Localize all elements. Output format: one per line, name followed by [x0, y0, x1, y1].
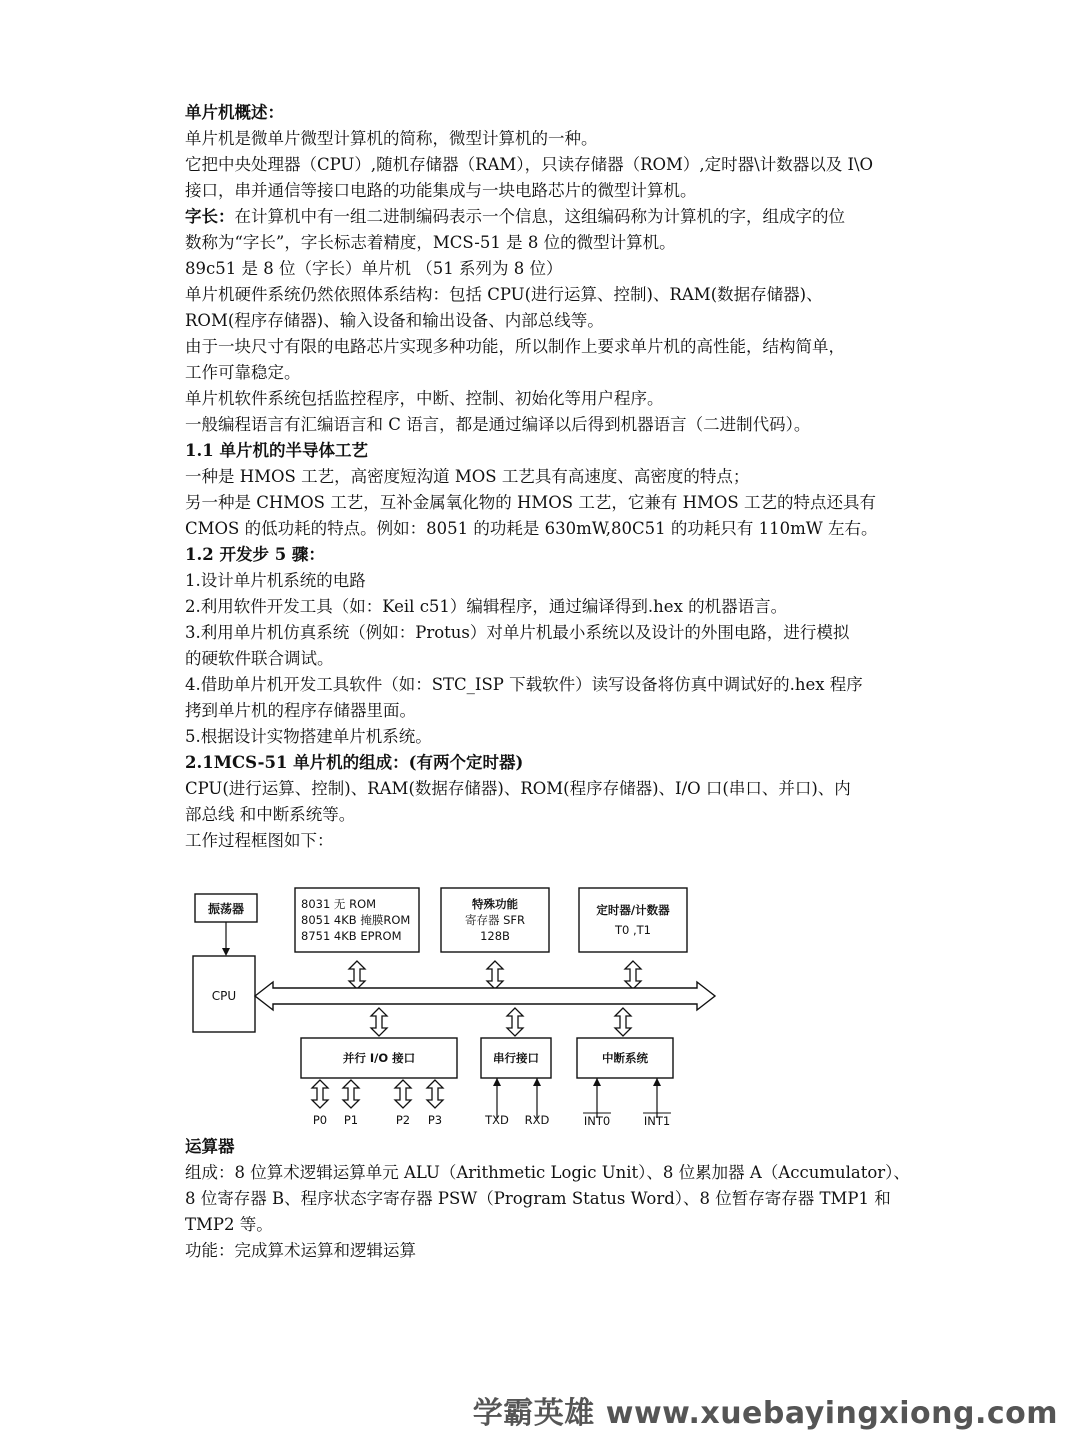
heading-semiconductor: 1.1 单片机的半导体工艺 [185, 441, 368, 460]
bus-arrow-icon [625, 961, 641, 989]
txd-label: TXD [485, 1113, 509, 1127]
interrupt-label: 中断系统 [602, 1051, 648, 1065]
text-line: CMOS 的低功耗的特点。例如：8051 的功耗是 630mW,80C51 的功耗只有 110mW 左右。 [185, 519, 878, 538]
up-arrow-icon [493, 1078, 501, 1118]
port-arrow-icon [343, 1080, 359, 1108]
text-line: 4.借助单片机开发工具软件（如：STC_ISP 下载软件）读写设备将仿真中调试好的.hex 程序 [185, 675, 863, 694]
rom-line-1: 8031 无 ROM [301, 897, 377, 911]
up-arrow-icon [653, 1078, 661, 1118]
text-line: 功能：完成算术运算和逻辑运算 [185, 1241, 416, 1260]
text-line: 2.利用软件开发工具（如：Keil c51）编辑程序，通过编译得到.hex 的机器语言。 [185, 597, 788, 616]
port-p3: P3 [427, 1113, 443, 1127]
system-bus-arrow [255, 982, 715, 1010]
port-p0: P0 [312, 1113, 328, 1127]
heading-overview: 单片机概述： [185, 103, 284, 122]
text-line: 单片机软件系统包括监控程序，中断、控制、初始化等用户程序。 [185, 389, 664, 408]
parallel-io-label: 并行 I/O 接口 [342, 1051, 416, 1065]
text-line: 它把中央处理器（CPU）,随机存储器（RAM），只读存储器（ROM）,定时器\计数器以及 I\O [185, 155, 874, 174]
text-line: 组成：8 位算术逻辑运算单元 ALU（Arithmetic Logic Unit）、8 位累加器 A（Accumulator）、 [185, 1163, 910, 1182]
port-p2: P2 [395, 1113, 411, 1127]
text-line: 1.设计单片机系统的电路 [185, 571, 366, 590]
serial-label: 串行接口 [493, 1051, 539, 1065]
text-line: 接口，串并通信等接口电路的功能集成与一块电路芯片的微型计算机。 [185, 181, 697, 200]
port-arrow-icon [395, 1080, 411, 1108]
text-line: 单片机硬件系统仍然依照体系结构：包括 CPU(进行运算、控制)、RAM(数据存储器)、 [185, 285, 823, 304]
heading-alu: 运算器 [185, 1137, 235, 1156]
port-p1: P1 [343, 1113, 359, 1127]
text-line: 单片机是微单片微型计算机的简称，微型计算机的一种。 [185, 129, 598, 148]
sfr-line-1: 特殊功能 [472, 897, 518, 911]
bus-arrow-icon [615, 1008, 631, 1036]
sfr-line-2: 寄存器 SFR [464, 913, 526, 927]
timer-box [579, 888, 687, 952]
heading-mcs51: 2.1MCS-51 单片机的组成：(有两个定时器) [185, 753, 524, 772]
heading-dev-steps: 1.2 开发步 5 骤： [185, 545, 325, 564]
up-arrow-icon [593, 1078, 601, 1118]
block-diagram [185, 880, 725, 1130]
text-line: 一种是 HMOS 工艺，高密度短沟道 MOS 工艺具有高速度、高密度的特点； [185, 467, 750, 486]
cpu-label: CPU [211, 989, 237, 1003]
text-line: 数称为“字长”，字长标志着精度，MCS-51 是 8 位的微型计算机。 [185, 233, 676, 252]
rom-line-3: 8751 4KB EPROM [301, 929, 402, 943]
text-line: 部总线 和中断系统等。 [185, 805, 356, 824]
int1-label: INT1 [643, 1114, 671, 1128]
int0-label: INT0 [583, 1114, 611, 1128]
text-line: ROM(程序存储器)、输入设备和输出设备、内部总线等。 [185, 311, 604, 330]
label-wordlength: 字长： [185, 207, 235, 226]
rxd-label: RXD [524, 1113, 550, 1127]
timer-line-1: 定时器/计数器 [596, 903, 670, 917]
text-line: 由于一块尺寸有限的电路芯片实现多种功能，所以制作上要求单片机的高性能，结构简单， [185, 337, 845, 356]
text-line: 5.根据设计实物搭建单片机系统。 [185, 727, 432, 746]
timer-line-2: T0 ,T1 [615, 923, 651, 937]
text-line: 的硬软件联合调试。 [185, 649, 334, 668]
bus-arrow-icon [507, 1008, 523, 1036]
text-line: 工作过程框图如下： [185, 831, 334, 850]
up-arrow-icon [533, 1078, 541, 1118]
text-line: TMP2 等。 [185, 1215, 273, 1234]
bus-arrow-icon [487, 961, 503, 989]
down-arrow-icon [222, 948, 230, 956]
bus-arrow-icon [349, 961, 365, 989]
port-arrow-icon [312, 1080, 328, 1108]
oscillator-label: 振荡器 [207, 902, 245, 916]
port-arrow-icon [427, 1080, 443, 1108]
text-line: 一般编程语言有汇编语言和 C 语言，都是通过编译以后得到机器语言（二进制代码）。 [185, 415, 811, 434]
bus-arrow-icon [371, 1008, 387, 1036]
wordlength-text: 在计算机中有一组二进制编码表示一个信息，这组编码称为计算机的字，组成字的位 [234, 207, 845, 226]
sfr-line-3: 128B [480, 929, 510, 943]
text-line: 拷到单片机的程序存储器里面。 [185, 701, 416, 720]
watermark: 学霸英雄 www.xuebayingxiong.com [472, 1396, 1058, 1431]
text-line: 3.利用单片机仿真系统（例如：Protus）对单片机最小系统以及设计的外围电路，进行模拟 [185, 623, 850, 642]
text-line: 工作可靠稳定。 [185, 363, 301, 382]
text-line: 另一种是 CHMOS 工艺，互补金属氧化物的 HMOS 工艺，它兼有 HMOS 工艺的特点还具有 [185, 493, 876, 512]
text-line: 8 位寄存器 B、程序状态字寄存器 PSW（Program Status Word）、8 位暂存寄存器 TMP1 和 [185, 1189, 891, 1208]
rom-line-2: 8051 4KB 掩膜ROM [301, 913, 411, 927]
text-line-wordlength [185, 204, 897, 230]
text-line: 89c51 是 8 位（字长）单片机 （51 系列为 8 位） [185, 259, 563, 278]
text-line: CPU(进行运算、控制)、RAM(数据存储器)、ROM(程序存储器)、I/O 口(串口、并口)、内 [185, 779, 851, 798]
